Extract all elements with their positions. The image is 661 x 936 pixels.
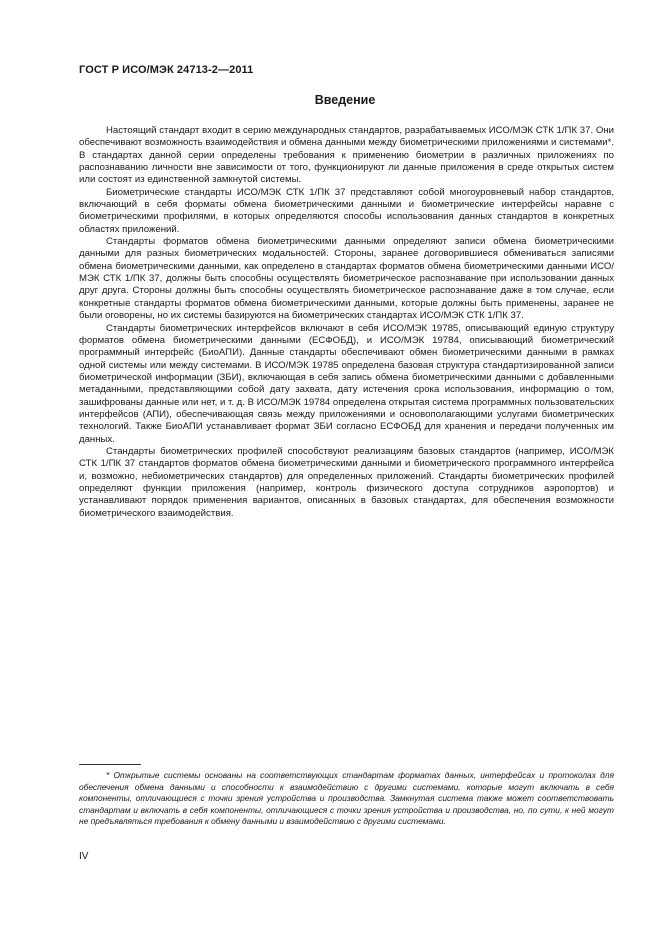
section-title: Введение (314, 93, 376, 107)
footnote (79, 770, 614, 828)
paragraph: Стандарты биометрических интерфейсов включают в себя ИСО/МЭК 19785, описывающий единую структуру форматов обмена биометрическими данными (ЕСФОБД), и ИСО/МЭК 19784, описывающий биометрический программный интерфейс (БиоАПИ). Данные стандарты обеспечивают обмен биометрическими данными в рамках одной системы или между системами. В ИСО/МЭК 19785 определена базовая структура стандартизированной записи биометрической информации (ЗБИ), включающая в себя запись обмена биометрическими данными с добавленными метаданными, представляющими собой дату захвата, дату истечения срока использования, информацию о том, зашифрованы данные или нет, и т. д. В ИСО/МЭК 19784 определена открытая система программных пользовательских интерфейсов (АПИ), обеспечивающая связь между приложениями и основополагающими услугами биометрических технологий. Также БиоАПИ устанавливает формат ЗБИ согласно ЕСФОБД для хранения и передачи полученных им данных. (79, 322, 614, 445)
paragraph: Настоящий стандарт входит в серию международных стандартов, разрабатываемых ИСО/МЭК СТК 1/ПК 37. Они обеспечивают возможность взаимодействия и обмена данными между биометрическими приложениями и системами*. В стандартах данной серии определены требования к применению биометрии в различных приложениях по распознаванию личности вне зависимости от того, функционируют ли данные приложения в среде открытых систем или состоят из единственной замкнутой системы. (79, 125, 614, 186)
paragraph: Стандарты биометрических профилей способствуют реализациям базовых стандартов (например, ИСО/МЭК СТК 1/ПК 37 стандартов форматов обмена биометрическими данными и биометрического программного интерфейса и, возможно, небиометрических стандартов) для определенных приложений. Стандарты биометрических профилей определяют функции приложения (например, контроль физического доступа сотрудников аэропортов) и устанавливают порядок применения вариантов, описанных в базовых стандартах, для обеспечения возможности биометрического взаимодействия. (79, 445, 614, 519)
paragraph: Стандарты форматов обмена биометрическими данными определяют записи обмена биометрическими данными для разных биометрических модальностей. Стороны, заранее договорившиеся обмениваться записями обмена биометрическими данными, как определено в стандартах форматов обмена биометрическими данными ИСО/МЭК СТК 1/ПК 37, должны быть способны осуществлять биометрическое распознавание при использовании данных друг друга. Стороны должны быть способны осуществлять биометрическое распознавание даже в том случае, если конкретные стандарты форматов обмена биометрическими данными, которые должны быть применены, заранее не были оговорены, но их системы базируются на биометрических стандартах ИСО/МЭК СТК 1/ПК 37. (79, 236, 614, 322)
page-number: IV (79, 851, 89, 862)
body-text (79, 125, 614, 520)
document-number: ГОСТ Р ИСО/МЭК 24713-2—2011 (79, 64, 254, 76)
footnote-divider (79, 764, 141, 765)
footnote-text: * Открытые системы основаны на соответствующих стандартам форматах данных, интерфейсах и протоколах для обеспечения обмена данными и способности к взаимодействию с другими системами, которые могут включать в себя компоненты, отличающиеся с точки зрения устройства и производства. Замкнутая система также может соответствовать стандартам и включать в себя компоненты, отличающиеся с точки зрения устройства и производства, но, по сути, к ней могут не предъявляться требования к обмену данными и взаимодействию с другими системами. (79, 770, 614, 826)
paragraph: Биометрические стандарты ИСО/МЭК СТК 1/ПК 37 представляют собой многоуровневый набор стандартов, включающий в себя форматы обмена биометрическими данными и биометрические интерфейсы наравне с биометрическими профилями, в которых определяются способы использования данных стандартов в конкретных областях приложений. (79, 186, 614, 235)
